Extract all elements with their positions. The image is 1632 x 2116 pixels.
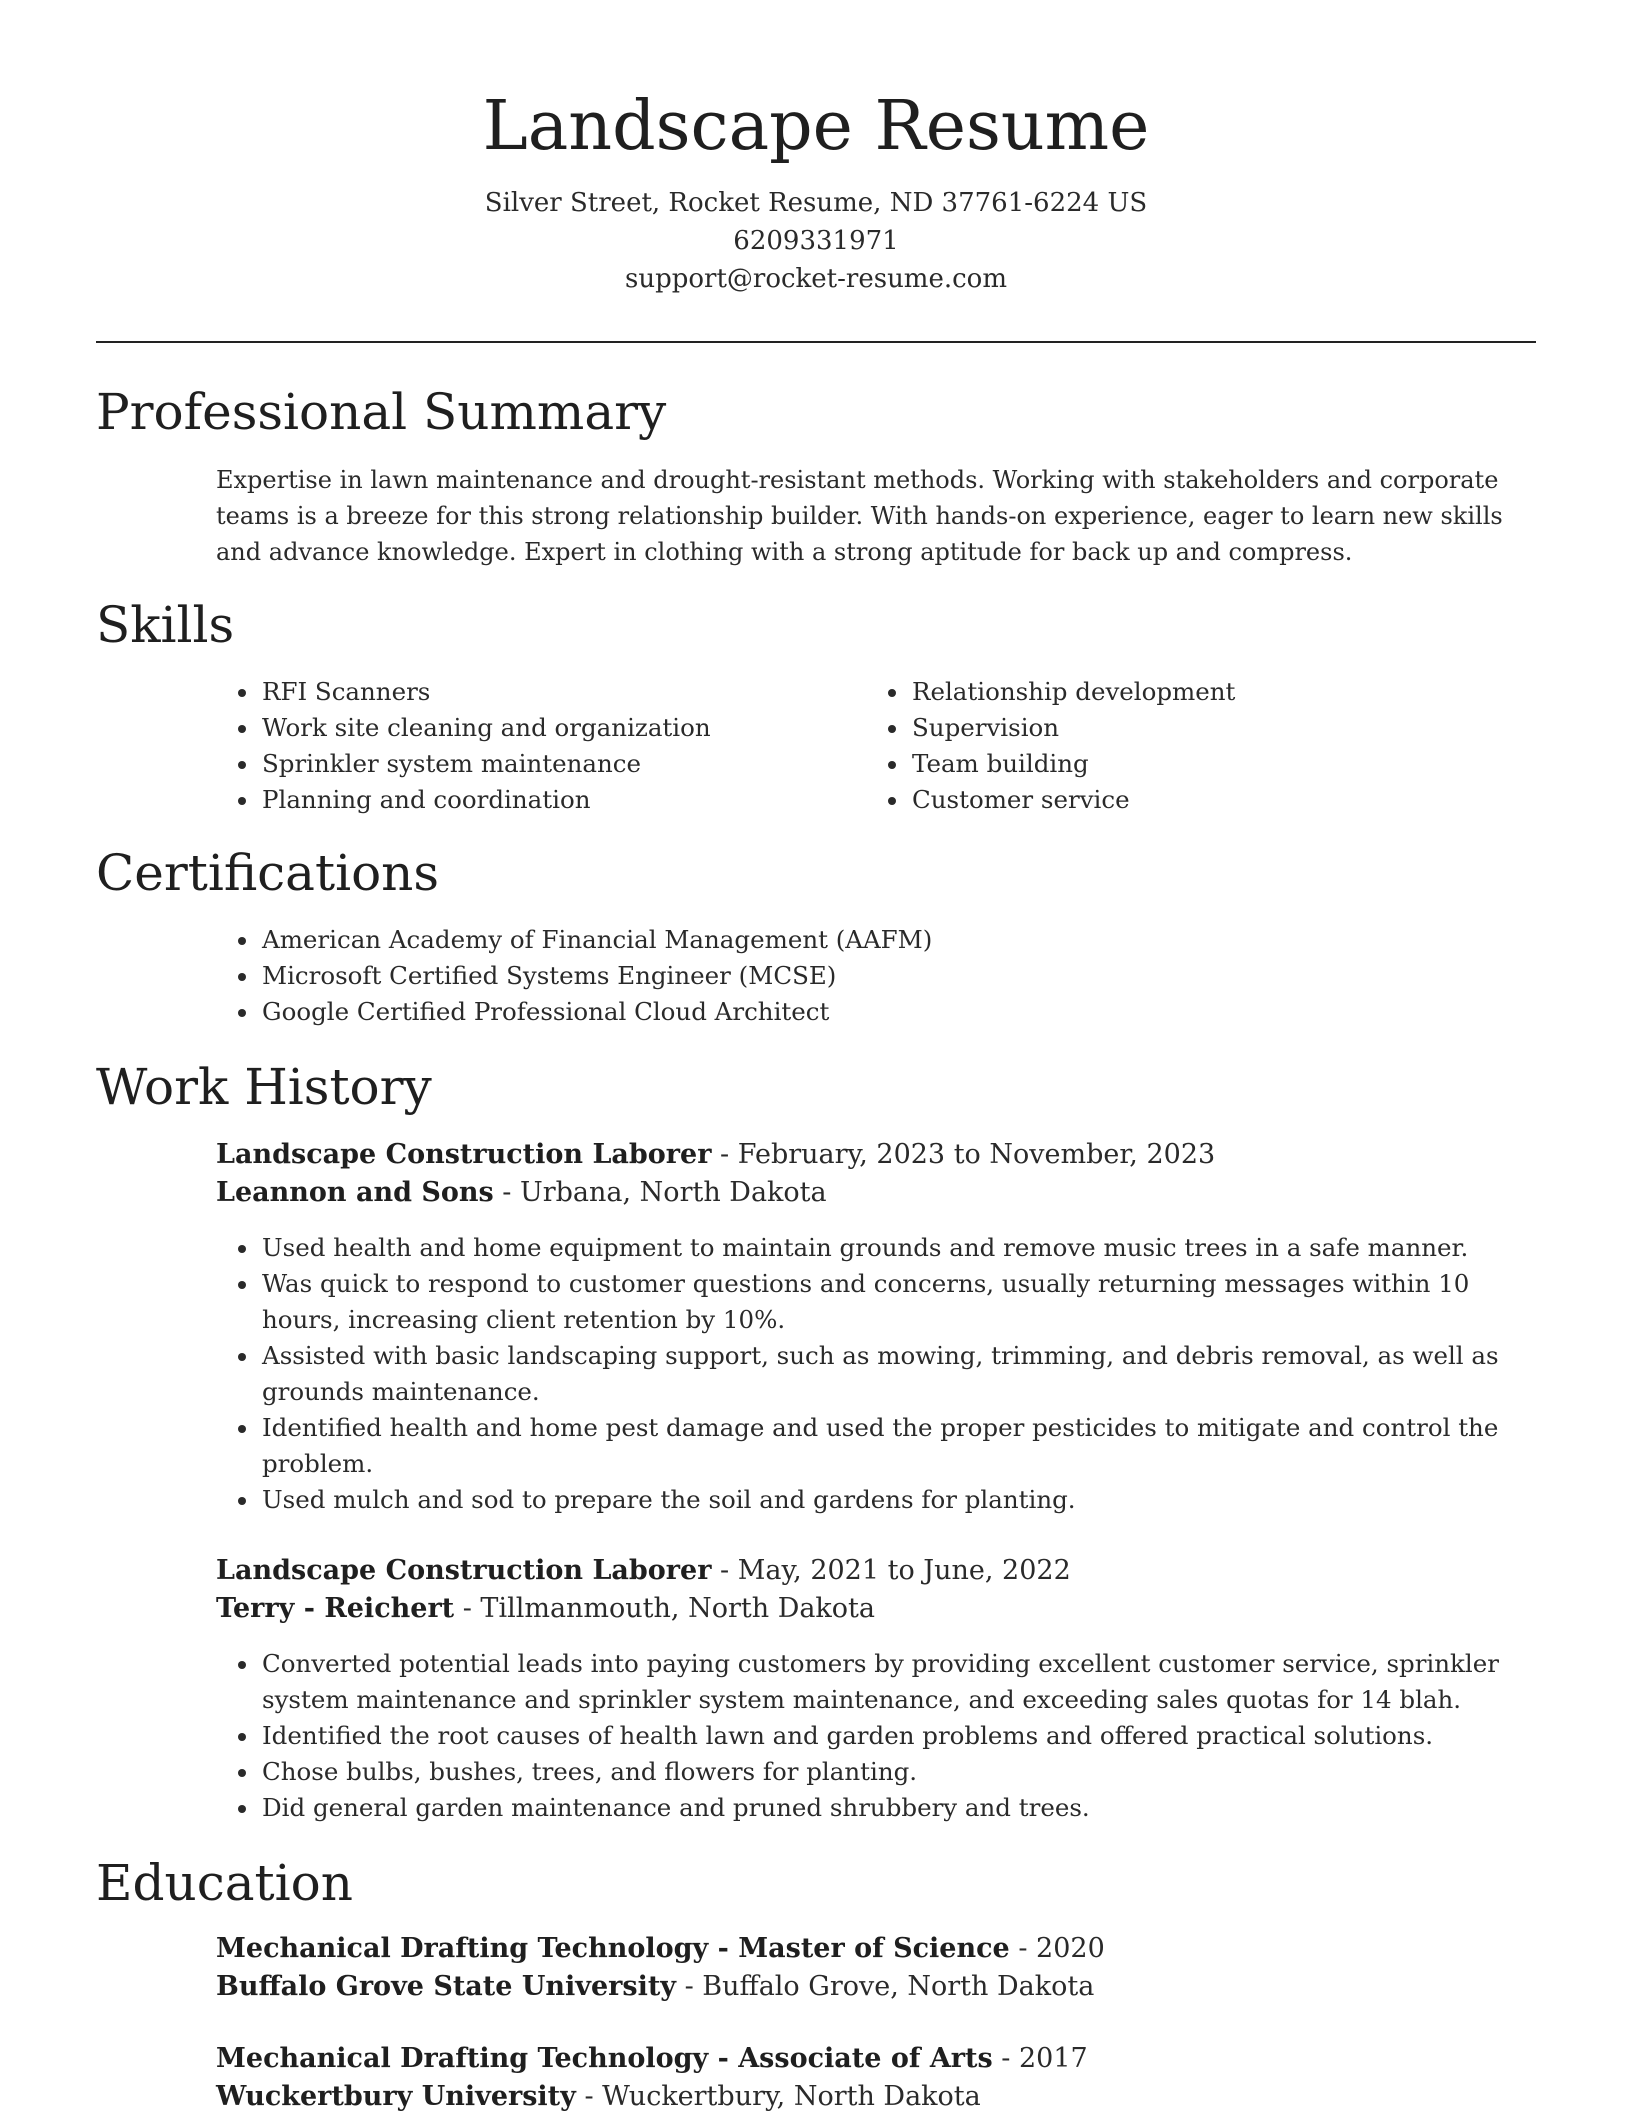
job-1-header <box>216 1136 1536 1212</box>
job-2-duties <box>216 1646 1536 1826</box>
certification-item: • Google Certified Professional Cloud Architect <box>260 994 1516 1030</box>
skills-column-right <box>866 674 1506 818</box>
education-field: Mechanical Drafting Technology <box>216 2043 709 2074</box>
skill-item: • Work site cleaning and organization <box>260 710 836 746</box>
job-2-title-line <box>216 1552 1536 1590</box>
education-degree: Associate of Arts <box>738 2043 993 2074</box>
section-title-skills: Skills <box>96 596 235 654</box>
summary-text: Expertise in lawn maintenance and drought-resistant methods. Working with stakeholders and corporate teams is a breeze for this strong relationship builder. With hands-on experience, eager to learn new skills and advance knowledge. Expert in clothing with a strong aptitude for back up and compress. <box>216 466 1503 566</box>
skill-item: • Customer service <box>910 782 1506 818</box>
contact-email: support@rocket-resume.com <box>624 264 1007 294</box>
skills-column-left <box>216 674 836 818</box>
education-location: - Wuckertbury, North Dakota <box>575 2081 981 2112</box>
education-school-line <box>216 1968 1536 2006</box>
resume-name: Landscape Resume <box>482 87 1150 166</box>
job-location: - Tillmanmouth, North Dakota <box>454 1593 876 1624</box>
education-school-line <box>216 2078 1536 2116</box>
skill-item: • Sprinkler system maintenance <box>260 746 836 782</box>
job-role: Landscape Construction Laborer <box>216 1139 712 1170</box>
job-duty-item: • Did general garden maintenance and pruned shrubbery and trees. <box>260 1790 1536 1826</box>
skill-item: • Supervision <box>910 710 1506 746</box>
education-year: - 2020 <box>1009 1933 1105 1964</box>
education-school: Wuckertbury University <box>216 2081 576 2112</box>
certifications-list <box>216 922 1516 1030</box>
job-2-header <box>216 1552 1536 1628</box>
education-year: - 2017 <box>992 2043 1088 2074</box>
job-duty-item: • Identified health and home pest damage and used the proper pesticides to mitigate and control the problem. <box>260 1410 1536 1482</box>
section-title-certifications: Certifications <box>96 844 440 902</box>
header-divider <box>96 341 1536 343</box>
job-dates: - May, 2021 to June, 2022 <box>711 1555 1071 1586</box>
contact-phone: 6209331971 <box>733 226 899 256</box>
skill-item: • Planning and coordination <box>260 782 836 818</box>
job-duty-item: • Chose bulbs, bushes, trees, and flowers for planting. <box>260 1754 1536 1790</box>
education-field: Mechanical Drafting Technology <box>216 1933 709 1964</box>
job-location: - Urbana, North Dakota <box>493 1177 827 1208</box>
skill-item: • RFI Scanners <box>260 674 836 710</box>
section-title-work-history: Work History <box>96 1058 432 1116</box>
education-degree-line: Mechanical Drafting Technology - Master of Science - 2020 <box>216 1933 1105 1964</box>
job-company: Leannon and Sons <box>216 1177 494 1208</box>
contact-address: Silver Street, Rocket Resume, ND 37761-6224 US <box>484 188 1148 218</box>
job-duty-item: • Used health and home equipment to maintain grounds and remove music trees in a safe manner. <box>260 1230 1536 1266</box>
education-entry-1 <box>216 1930 1536 2006</box>
section-title-summary: Professional Summary <box>96 383 667 441</box>
job-duty-item: • Assisted with basic landscaping support, such as mowing, trimming, and debris removal, as well as grounds maintenance. <box>260 1338 1536 1410</box>
certification-item: • American Academy of Financial Management (AAFM) <box>260 922 1516 958</box>
job-duty-item: • Identified the root causes of health lawn and garden problems and offered practical solutions. <box>260 1718 1536 1754</box>
job-2-company-line <box>216 1590 1536 1628</box>
education-degree-line: Mechanical Drafting Technology - Associate of Arts - 2017 <box>216 2043 1088 2074</box>
skill-item: • Team building <box>910 746 1506 782</box>
resume-header <box>0 84 1632 298</box>
skill-item: • Relationship development <box>910 674 1506 710</box>
contact-block <box>0 184 1632 298</box>
job-duty-item: • Was quick to respond to customer questions and concerns, usually returning messages within 10 hours, increasing client retention by 10%. <box>260 1266 1536 1338</box>
job-1-title-line <box>216 1136 1536 1174</box>
education-entry-2 <box>216 2040 1536 2116</box>
job-duty-item: • Converted potential leads into paying customers by providing excellent customer service, sprinkler system maintenance and sprinkler system maintenance, and exceeding sales quotas for 14 blah. <box>260 1646 1536 1718</box>
certification-item: • Microsoft Certified Systems Engineer (MCSE) <box>260 958 1516 994</box>
job-role: Landscape Construction Laborer <box>216 1555 712 1586</box>
job-company: Terry - Reichert <box>216 1593 455 1624</box>
job-1-company-line <box>216 1174 1536 1212</box>
job-duty-item: • Used mulch and sod to prepare the soil and gardens for planting. <box>260 1482 1536 1518</box>
job-dates: - February, 2023 to November, 2023 <box>711 1139 1216 1170</box>
education-degree: Master of Science <box>738 1933 1010 1964</box>
education-location: - Buffalo Grove, North Dakota <box>676 1971 1095 2002</box>
section-title-education: Education <box>96 1854 353 1912</box>
education-school: Buffalo Grove State University <box>216 1971 676 2002</box>
job-1-duties <box>216 1230 1536 1518</box>
